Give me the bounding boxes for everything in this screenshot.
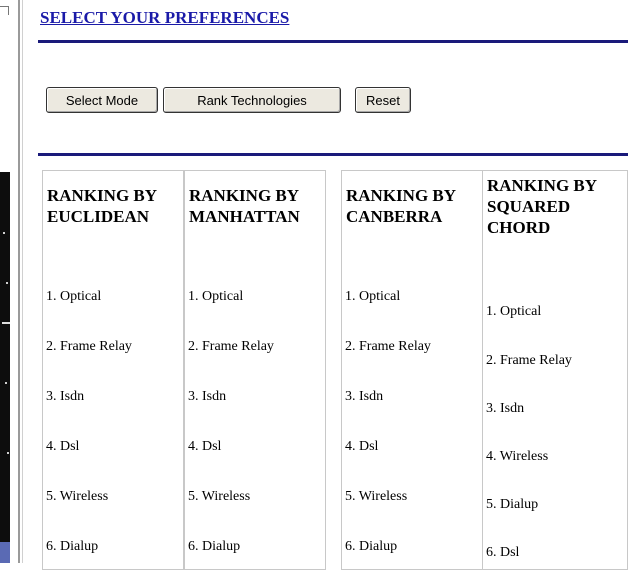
rank-item: 4. Dsl [345, 439, 379, 454]
rank-item: 4. Wireless [486, 449, 549, 464]
rank-item: 6. Dsl [486, 545, 520, 560]
heading-line: CHORD [487, 218, 551, 237]
rank-item: 2. Frame Relay [345, 339, 431, 354]
column-heading [487, 175, 623, 238]
rank-item: 4. Dsl [188, 439, 222, 454]
heading-line: MANHATTAN [189, 207, 300, 226]
heading-line: RANKING BY [346, 186, 457, 205]
rank-technologies-button[interactable]: Rank Technologies [163, 87, 341, 113]
ranking-column-manhattan [184, 170, 326, 570]
heading-line: RANKING BY [487, 176, 598, 195]
rank-item: 1. Optical [345, 289, 401, 304]
rank-item: 5. Wireless [345, 489, 408, 504]
rank-item: 3. Isdn [188, 389, 227, 404]
rank-item: 6. Dialup [345, 539, 398, 554]
rank-item: 4. Dsl [46, 439, 80, 454]
frame-border [18, 0, 20, 563]
select-mode-button[interactable]: Select Mode [46, 87, 158, 113]
rank-item: 5. Wireless [46, 489, 109, 504]
rank-item: 1. Optical [46, 289, 102, 304]
rank-item: 5. Dialup [486, 497, 539, 512]
rank-item: 3. Isdn [486, 401, 525, 416]
heading-line: CANBERRA [346, 207, 443, 226]
ranking-column-canberra [341, 170, 483, 570]
rank-item: 2. Frame Relay [188, 339, 274, 354]
rank-item: 2. Frame Relay [486, 353, 572, 368]
rank-item: 1. Optical [486, 304, 542, 319]
rank-item: 6. Dialup [46, 539, 99, 554]
reset-button[interactable]: Reset [355, 87, 411, 113]
heading-line: SQUARED [487, 197, 571, 216]
window-corner [0, 6, 9, 15]
rank-item: 3. Isdn [345, 389, 384, 404]
ranking-column-squared-chord [482, 170, 628, 570]
middle-divider [38, 153, 628, 156]
rank-item: 6. Dialup [188, 539, 241, 554]
heading-line: EUCLIDEAN [47, 207, 150, 226]
taskbar-fragment [0, 542, 10, 563]
heading-line: RANKING BY [189, 186, 300, 205]
background-window-edge [0, 0, 10, 563]
column-heading [189, 185, 325, 227]
column-heading [47, 185, 183, 227]
page-title[interactable]: SELECT YOUR PREFERENCES [40, 8, 290, 27]
rank-item: 2. Frame Relay [46, 339, 132, 354]
heading-line: RANKING BY [47, 186, 158, 205]
column-heading [346, 185, 482, 227]
top-divider [38, 40, 628, 43]
rank-item: 1. Optical [188, 289, 244, 304]
rank-item: 3. Isdn [46, 389, 85, 404]
ranking-column-euclidean [42, 170, 184, 570]
rank-item: 5. Wireless [188, 489, 251, 504]
background-image-strip [0, 172, 10, 542]
frame-border-inner [22, 0, 23, 563]
